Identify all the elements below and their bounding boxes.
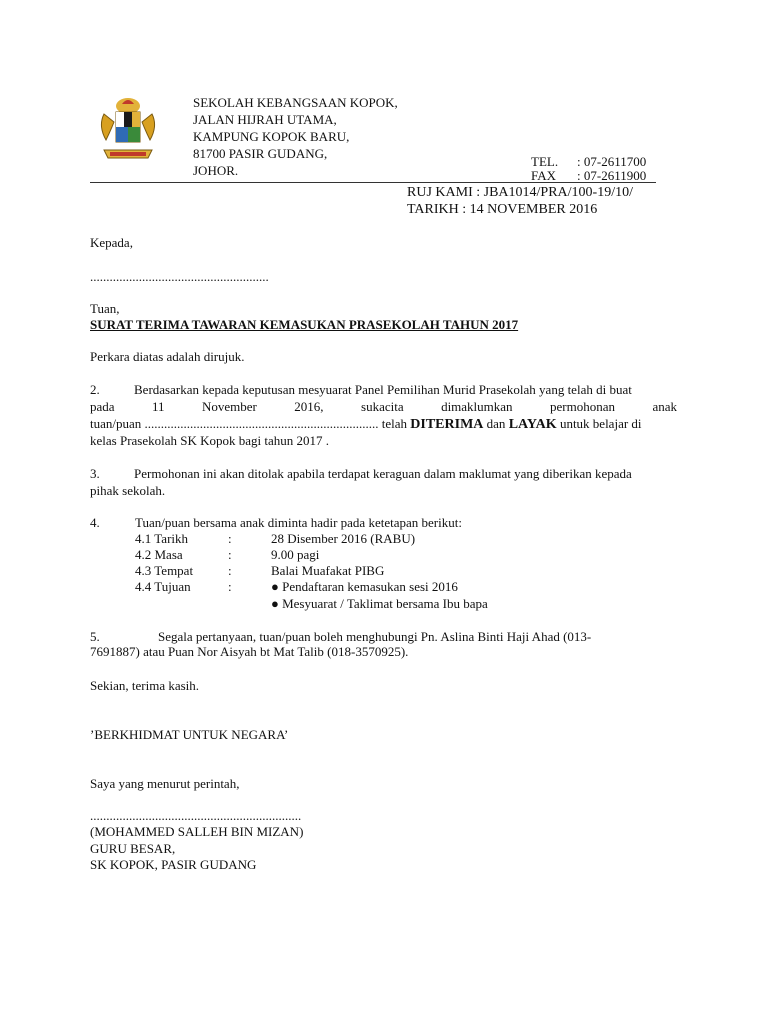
para2-text: dan xyxy=(483,416,509,431)
recipient-blank: ....................................................... xyxy=(90,269,269,284)
item-value: 28 Disember 2016 (RABU) xyxy=(271,531,416,546)
tel-label: TEL. xyxy=(531,154,559,169)
reference-line: Perkara diatas adalah dirujuk. xyxy=(90,349,245,364)
para2-line1 xyxy=(90,381,632,398)
para4-number: 4. xyxy=(90,515,100,530)
reference-number: RUJ KAMI : JBA1014/PRA/100-19/10/ xyxy=(407,185,633,200)
header-divider xyxy=(90,182,656,183)
address-line: JALAN HIJRAH UTAMA, xyxy=(193,112,337,127)
para2-text: untuk belajar di xyxy=(556,416,642,431)
address-line: JOHOR. xyxy=(193,163,239,178)
item-value: 9.00 pagi xyxy=(271,547,320,562)
signatory-title: GURU BESAR, xyxy=(90,841,176,856)
tel-value: : 07-2611700 xyxy=(577,154,647,169)
item-label: 4.4 Tujuan xyxy=(135,579,191,594)
para3-line2: pihak sekolah. xyxy=(90,483,166,498)
para2-line4: kelas Prasekolah SK Kopok bagi tahun 2017 . xyxy=(90,433,330,448)
closing-obey: Saya yang menurut perintah, xyxy=(90,776,240,791)
signature-line: ................................................................. xyxy=(90,808,302,823)
closing-thanks: Sekian, terima kasih. xyxy=(90,678,200,693)
para4-intro: Tuan/puan bersama anak diminta hadir pada ketetapan berikut: xyxy=(135,515,462,530)
fax-value: : 07-2611900 xyxy=(577,168,647,183)
para3-text: Permohonan ini akan ditolak apabila terdapat keraguan dalam maklumat yang diberikan kepada xyxy=(134,466,632,481)
malaysia-coat-of-arms-icon xyxy=(96,92,160,164)
para3-line1 xyxy=(90,465,632,482)
letter-subject: SURAT TERIMA TAWARAN KEMASUKAN PRASEKOLAH TAHUN 2017 xyxy=(90,317,519,332)
letter-date: TARIKH : 14 NOVEMBER 2016 xyxy=(407,202,598,217)
diterima-text: DITERIMA xyxy=(410,417,484,432)
item-separator: : xyxy=(228,563,232,578)
para2-blank: tuan/puan ........................................................................ xyxy=(90,416,379,431)
para2-line3 xyxy=(90,415,642,433)
item-separator: : xyxy=(228,579,232,594)
para5-line2: 7691887) atau Puan Nor Aisyah bt Mat Talib (018-3570925). xyxy=(90,644,409,659)
para2-text: Berdasarkan kepada keputusan mesyuarat Panel Pemilihan Murid Prasekolah yang telah di buat xyxy=(134,382,632,397)
item-separator: : xyxy=(228,531,232,546)
item-label: 4.2 Masa xyxy=(135,547,183,562)
item-value: Balai Muafakat PIBG xyxy=(271,563,385,578)
item-value: ● Pendaftaran kemasukan sesi 2016 xyxy=(271,579,458,594)
para2-line2: pada 11 November 2016, sukacita dimaklumkan permohonan anak xyxy=(90,399,677,414)
para2-text: telah xyxy=(378,416,411,431)
para3-number: 3. xyxy=(90,466,100,481)
para5-line1: Segala pertanyaan, tuan/puan boleh menghubungi Pn. Aslina Binti Haji Ahad (013- xyxy=(158,629,592,644)
school-address xyxy=(193,94,398,179)
recipient-label: Kepada, xyxy=(90,235,133,250)
para2-number: 2. xyxy=(90,382,100,397)
address-line: KAMPUNG KOPOK BARU, xyxy=(193,129,350,144)
item-value-extra: ● Mesyuarat / Taklimat bersama Ibu bapa xyxy=(271,596,488,611)
item-label: 4.3 Tempat xyxy=(135,563,194,578)
para5-number: 5. xyxy=(90,629,100,644)
signatory-school: SK KOPOK, PASIR GUDANG xyxy=(90,857,257,872)
salutation: Tuan, xyxy=(90,301,120,316)
layak-text: LAYAK xyxy=(508,417,557,432)
item-separator: : xyxy=(228,547,232,562)
fax-label: FAX xyxy=(531,168,557,183)
address-line: 81700 PASIR GUDANG, xyxy=(193,146,328,161)
item-label: 4.1 Tarikh xyxy=(135,531,189,546)
motto: ’BERKHIDMAT UNTUK NEGARA’ xyxy=(90,727,289,742)
address-line: SEKOLAH KEBANGSAAN KOPOK, xyxy=(193,95,398,110)
signatory-name: (MOHAMMED SALLEH BIN MIZAN) xyxy=(90,824,304,839)
